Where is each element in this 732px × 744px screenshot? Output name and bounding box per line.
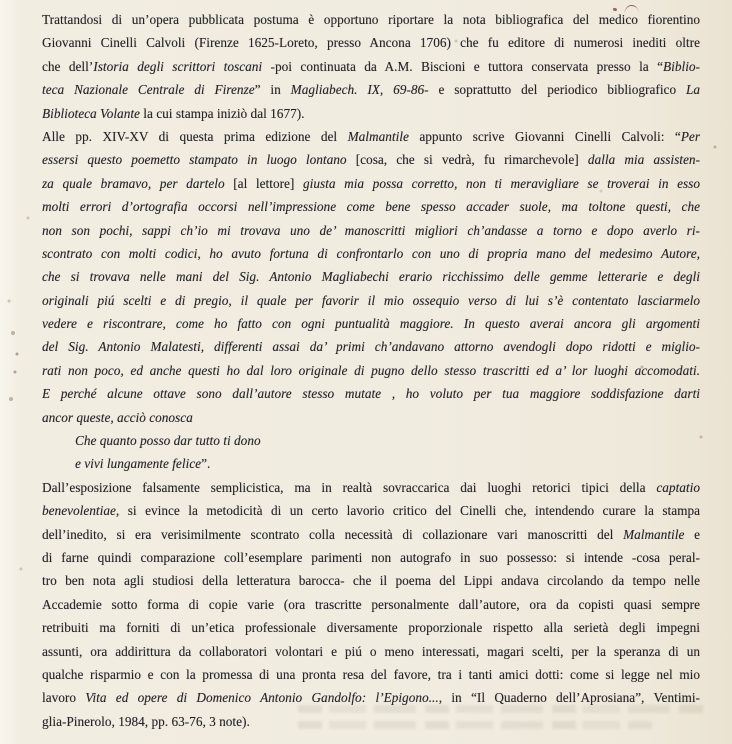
text-line xyxy=(42,476,700,499)
italic-run: del Sig. Antonio Malatesti, differenti assai da’ primi ch’andavano attorno avendogli dopo ridotti e miglio- xyxy=(42,339,700,355)
text-line xyxy=(42,382,700,405)
roman-run: Alle pp. XIV-XV di questa prima edizione del xyxy=(42,128,348,144)
italic-run: ancor queste, acciò conosca xyxy=(42,409,193,425)
roman-run: retribuiti ma forniti di un’etica professionale diversamente proporzionale rispetto alla serietà degli impegni xyxy=(42,620,700,636)
italic-run: Istoria degli scrittori toscani xyxy=(93,58,263,74)
scan-speckles xyxy=(0,0,2,2)
roman-run: Trattandosi di un’opera pubblicata postuma è opportuno riportare la nota bibliografica del medico fiorentino xyxy=(42,12,700,27)
text-line xyxy=(42,429,700,452)
italic-run: vedere e riscontrare, come ho fatto con ogni puntualità maggiore. In questo averai ancora gli argomenti xyxy=(42,316,700,332)
text-line xyxy=(42,546,700,569)
roman-run: tro ben nota agli studiosi della letteratura barocca- che il poema del Lippi andava circolando da tempo nelle xyxy=(42,573,700,589)
paragraph xyxy=(42,125,700,429)
italic-run: Biblioteca Volante xyxy=(42,105,140,121)
italic-run: Malmantile xyxy=(623,526,685,542)
italic-run: che si trovava nelle mani del Sig. Antonio Magliabechi erario ricchissimo delle gemme letterarie e degli xyxy=(42,269,700,285)
italic-run: Che quanto posso dar tutto ti dono xyxy=(75,433,261,449)
roman-run: , si evince la metodicità di un certo lavorio critico del Cinelli che, intendendo curare la stampa xyxy=(115,503,700,519)
italic-run: originali piú scelti e di pregio, il quale per favorir il mio ossequio verso di lui s’è contentato lasciarmelo xyxy=(42,292,700,308)
text-line xyxy=(42,686,700,709)
text-line xyxy=(42,172,700,195)
document-text xyxy=(42,8,700,733)
text-line xyxy=(42,78,700,101)
text-line xyxy=(42,663,700,686)
italic-run: Malmantile xyxy=(347,128,409,144)
italic-run: rati non poco, ed anche questi ho dal loro originale di pugno dello stesso trascritti ed a’ lor luoghi accomodati. xyxy=(42,362,700,378)
italic-run: scontrato con molti codici, ho avuto fortuna di confrontarlo con uno di propria mano del medesimo Autore, xyxy=(42,245,700,261)
roman-run: dell’inedito, si era verisimilmente scontrato colla necessità di collazionare vari manoscritti del xyxy=(42,526,624,542)
text-line xyxy=(42,289,700,312)
roman-run: ”. xyxy=(201,456,211,472)
roman-run: [cosa, che si vedrà, fu rimarchevole] xyxy=(355,152,588,168)
text-line xyxy=(42,523,700,546)
text-line xyxy=(42,125,700,148)
text-line xyxy=(42,452,700,475)
italic-run: benevolentiae xyxy=(42,503,116,519)
italic-run: E perché alcune ottave sono dall’autore stesso mutate , ho voluto per tua maggiore soddisfazione darti xyxy=(42,386,700,402)
roman-run: che dell’ xyxy=(42,58,94,74)
text-line xyxy=(42,148,700,171)
italic-run: essersi questo poemetto stampato in luogo lontano xyxy=(42,152,356,168)
roman-run: e xyxy=(684,526,700,542)
italic-run: La xyxy=(685,82,700,98)
roman-run: e soprattutto del periodico bibliografico xyxy=(428,82,686,98)
roman-run: la cui stampa iniziò dal 1677). xyxy=(139,105,305,121)
text-line xyxy=(42,219,700,242)
roman-run: ” in xyxy=(254,82,291,98)
text-line xyxy=(42,102,700,125)
italic-run: za quale bramavo, per dartelo xyxy=(42,175,234,191)
roman-run: lavoro xyxy=(42,690,86,706)
roman-run: di farne quindi comparazione coll’esemplare parimenti non autografo in suo possesso: si intende -cosa peral- xyxy=(42,549,700,565)
roman-run: appunto scrive Giovanni Cinelli Calvoli: “ xyxy=(408,128,681,144)
italic-run: dalla mia assisten- xyxy=(587,152,700,168)
italic-run: giusta mia possa corretto, non ti meravigliare se troverai in esso xyxy=(302,175,700,191)
verse-block xyxy=(42,429,700,476)
paragraph xyxy=(42,476,700,733)
text-line xyxy=(42,499,700,522)
roman-run: -poi continuata da A.M. Biscioni e tuttora conservata presso la “ xyxy=(262,58,664,74)
italic-run: teca Nazionale Centrale di Firenze xyxy=(42,82,255,98)
text-line xyxy=(42,265,700,288)
roman-run: , in “Il Quaderno dell’Aprosiana”, Ventimi- xyxy=(438,690,700,706)
text-line xyxy=(42,312,700,335)
roman-run: Dall’esposizione falsamente semplicistica, ma in realtà sovraccarica dai luoghi retorici tipici della xyxy=(42,479,657,495)
text-line xyxy=(42,8,700,31)
roman-run: assunti, ora addirittura da collaboratori volontari e piú o meno interessati, magari scelti, per la speranza di un xyxy=(42,643,700,659)
italic-run: Biblio- xyxy=(663,58,700,74)
roman-run: Giovanni Cinelli Calvoli (Firenze 1625-Loreto, presso Ancona 1706) che fu editore di numerosi inediti oltre xyxy=(42,35,700,51)
text-line xyxy=(42,569,700,592)
roman-run: Accademie sotto forma di copie varie (ora trascritte personalmente dall’autore, ora da copisti quasi sempre xyxy=(42,596,700,612)
text-line xyxy=(42,242,700,265)
italic-run: Per xyxy=(680,128,700,144)
italic-run: non son pochi, sappi ch’io mi trovava uno de’ manoscritti migliori ch’andasse a torno e dopo averlo ri- xyxy=(42,222,700,238)
text-line xyxy=(42,640,700,663)
italic-run: captatio xyxy=(656,479,700,495)
italic-run: Magliabech. IX, 69-86- xyxy=(290,82,429,98)
italic-run: molti errori d’ortografia occorsi nell’impressione come bene spesso accader suole, ma toltone questi, che xyxy=(42,199,700,215)
text-line xyxy=(42,593,700,616)
italic-run: e vivi lungamente felice xyxy=(75,456,202,472)
paragraph xyxy=(42,8,700,125)
text-line xyxy=(42,55,700,78)
text-line xyxy=(42,710,700,733)
italic-run: Vita ed opere di Domenico Antonio Gandolfo: l’Epigono... xyxy=(85,690,439,706)
text-line xyxy=(42,31,700,54)
roman-run: [al lettore] xyxy=(233,175,303,191)
text-line xyxy=(42,195,700,218)
text-line xyxy=(42,406,700,429)
roman-run: qualche risparmio e con la promessa di una pronta resa del favore, tra i tanti amici dotti: come si legge nel mio xyxy=(42,666,700,682)
text-line xyxy=(42,359,700,382)
text-line xyxy=(42,616,700,639)
text-line xyxy=(42,335,700,358)
roman-run: glia-Pinerolo, 1984, pp. 63-76, 3 note). xyxy=(42,713,250,729)
